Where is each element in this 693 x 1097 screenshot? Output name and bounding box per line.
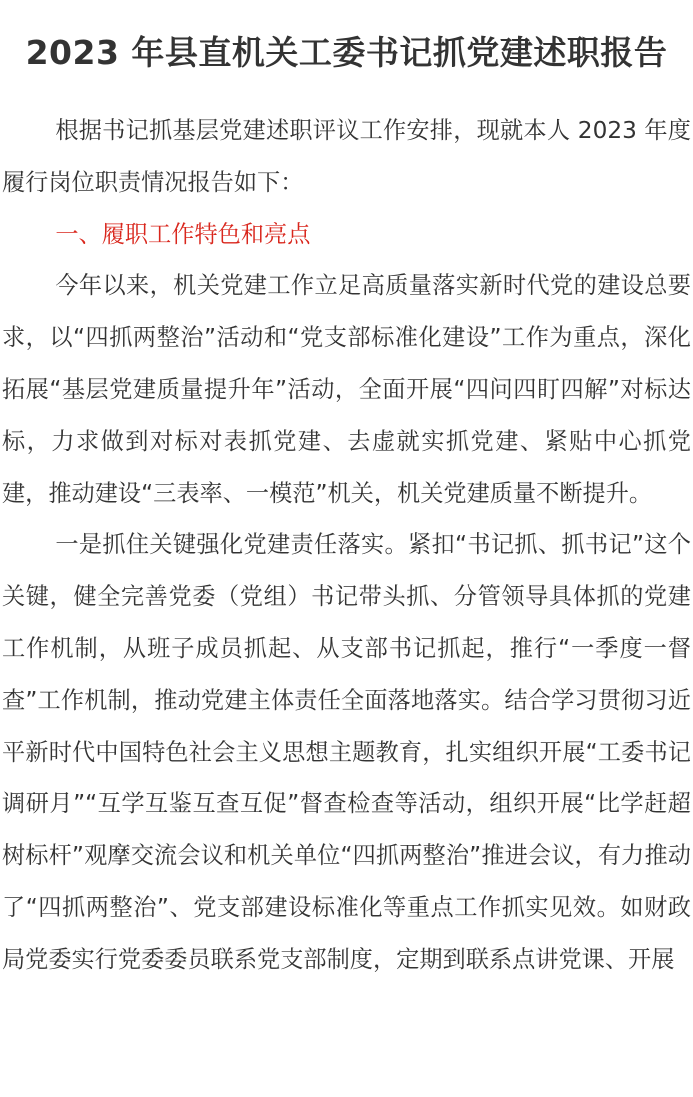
- paragraph-overview: 今年以来，机关党建工作立足高质量落实新时代党的建设总要求，以“四抓两整治”活动和“党支部标准化建设”工作为重点，深化拓展“基层党建质量提升年”活动，全面开展“四问四盯四解”对标达标，力求做到对标对表抓党建、去虚就实抓党建、紧贴中心抓党建，推动建设“三表率、一模范”机关，机关党建质量不断提升。: [2, 272, 691, 507]
- section-heading: 一、履职工作特色和亮点: [55, 220, 311, 248]
- paragraph-point-one: 一是抓住关键强化党建责任落实。紧扣“书记抓、抓书记”这个关键，健全完善党委（党组）书记带头抓、分管领导具体抓的党建工作机制，从班子成员抓起、从支部书记抓起，推行“一季度一督查”工作机制，推动党建主体责任全面落地落实。结合学习贯彻习近平新时代中国特色社会主义思想主题教育，扎实组织开展“工委书记调研月”“互学互鉴互查互促”督查检查等活动，组织开展“比学赶超树标杆”观摩交流会议和机关单位“四抓两整治”推进会议，有力推动了“四抓两整治”、党支部建设标准化等重点工作抓实见效。如财政局党委实行党委委员联系党支部制度，定期到联系点讲党课、开展: [2, 531, 691, 973]
- paragraph-intro: 根据书记抓基层党建述职评议工作安排，现就本人 2023 年度履行岗位职责情况报告如下：: [2, 117, 691, 196]
- document-title: 2023 年县直机关工委书记抓党建述职报告: [25, 33, 668, 72]
- document-body: [2, 105, 691, 986]
